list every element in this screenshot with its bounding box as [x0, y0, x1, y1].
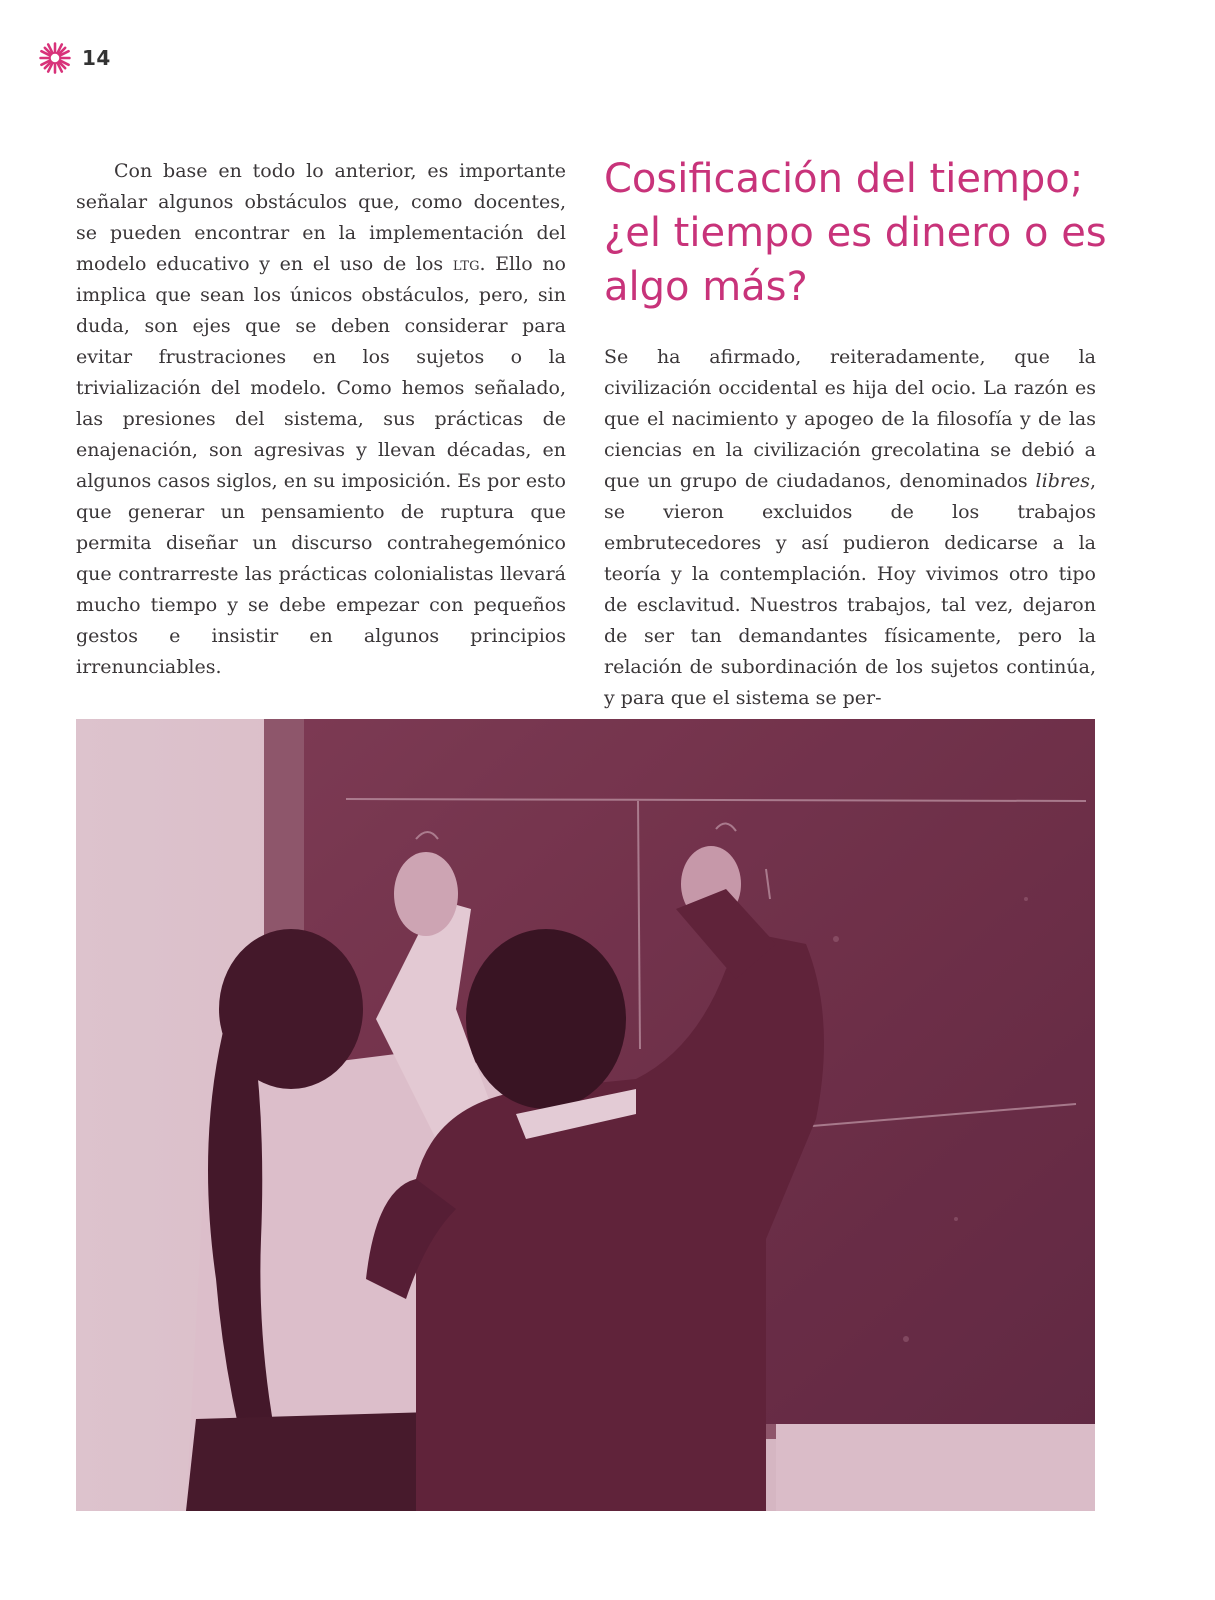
body-paragraph	[604, 342, 1096, 714]
body-text-2: . Ello no implica que sean los únicos obstáculos, pero, sin duda, son ejes que se deben considerar para evitar frustraciones en los sujetos o la trivialización del modelo. Como hemos señalado, las presiones del sistema, sus prácticas de enajenación, son agresivas y llevan décadas, en algunos casos siglos, en su imposición. Es por esto que generar un pensamiento de ruptura que permita diseñar un discurso contrahegemónico que contrarreste las prácticas colonialistas llevará mucho tiempo y se debe empezar con pequeños gestos e insistir en algunos principios irrenunciables.	[76, 253, 566, 678]
page-number: 14	[82, 46, 111, 70]
body-paragraph	[76, 156, 566, 683]
classroom-photo	[76, 719, 1095, 1511]
body-text-1: Se ha afirmado, reiteradamente, que la civilización occidental es hija del ocio. La razón es que el nacimiento y apogeo de la filosofía y de las ciencias en la civilización grecolatina se debió a que un grupo de ciudadanos, denominados	[604, 346, 1096, 492]
left-column	[76, 156, 566, 683]
right-column	[604, 342, 1096, 714]
body-text-1: Con base en todo lo anterior, es importante señalar algunos obstáculos que, como docentes, se pueden encontrar en la implementación del modelo educativo y en el uso de los	[76, 160, 566, 275]
ltg-abbreviation: ltg	[452, 253, 480, 275]
asterisk-flower-icon	[38, 41, 72, 75]
body-text-2: , se vieron excluidos de los trabajos embrutecedores y así pudieron dedicarse a la teoría y la contemplación. Hoy vivimos otro tipo de esclavitud. Nuestros trabajos, tal vez, dejaron de ser tan demandantes físicamente, pero la relación de subordinación de los sujetos continúa, y para que el sistema se per-	[604, 470, 1096, 709]
photo-illustration	[76, 719, 1095, 1511]
libres-italic: libres	[1035, 470, 1090, 492]
section-heading: Cosificación del tiempo; ¿el tiempo es dinero o es algo más?	[604, 156, 1107, 310]
page-header	[38, 42, 111, 74]
